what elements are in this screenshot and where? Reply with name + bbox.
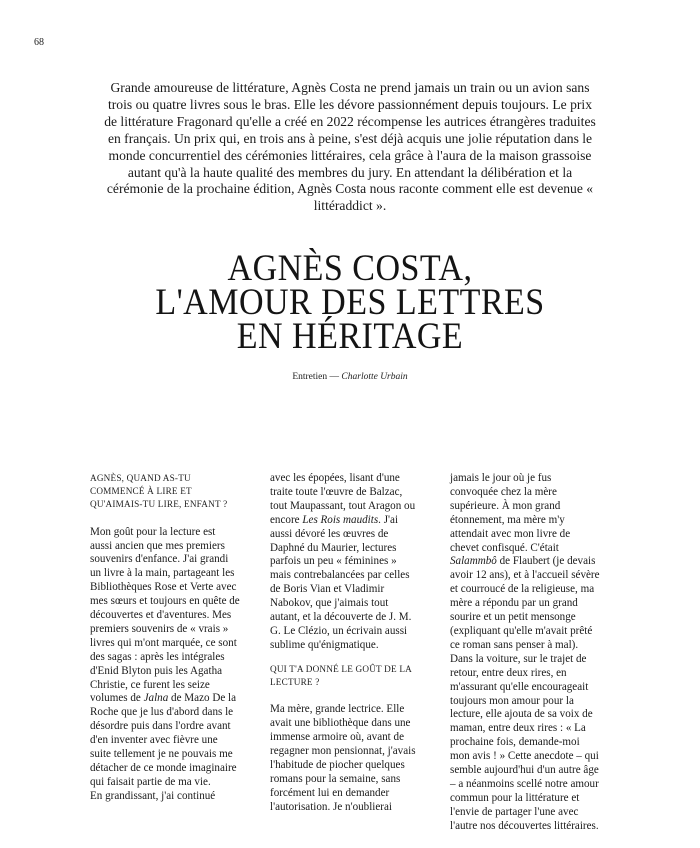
question-1: AGNÈS, QUAND AS-TU COMMENCÉ À LIRE ET QU'AIMAIS-TU LIRE, ENFANT ? [90, 473, 228, 510]
article-column-2 [270, 472, 420, 814]
article-title [0, 248, 700, 357]
answer-text: de Mazo De la Roche que je lus d'abord dans le désordre puis dans l'ordre avant d'en inventer avec fièvre une suite tellement je ne pouvais me détacher de ce monde imaginaire qui faisait partie de ma vie. [90, 692, 237, 788]
book-title: Les Rois maudits [302, 513, 379, 526]
answer-text: Mon goût pour la lecture est aussi ancien que mes premiers souvenirs d'enfance. J'ai grandi un livre à la main, partageant les Bibliothèques Rose et Verte avec mes sœurs et toujours en quête de découvertes et d'aventures. Mes premiers souvenirs de « vrais » livres qui m'ont marquée, ce sont des sagas : après les intégrales d'Enid Blyton puis les Agatha Christie, ce furent les seize volumes de [90, 525, 240, 705]
answer-text: avec les épopées, lisant d'une traite toute l'œuvre de Balzac, tout Maupassant, tout Aragon ou encore [270, 472, 416, 526]
question-2: QUI T'A DONNÉ LE GOÛT DE LA LECTURE ? [270, 663, 412, 687]
article-column-1 [90, 472, 240, 804]
book-title: Jalna [143, 692, 169, 705]
byline-author: Charlotte Urbain [341, 372, 408, 382]
article-column-3 [450, 472, 600, 834]
answer-2-paragraph: Ma mère, grande lectrice. Elle avait une bibliothèque dans une immense armoire où, avant de regagner mon pensionnat, j'avais l'habitude de piocher quelques romans pour la semaine, sans forcément lui en demander l'autorisation. Je n'oublierai [270, 703, 416, 813]
answer-1-paragraph-2-start [90, 790, 240, 804]
answer-1-paragraph-1 [90, 526, 240, 790]
byline-prefix: Entretien — [292, 372, 340, 382]
intro-paragraph: Grande amoureuse de littérature, Agnès Costa ne prend jamais un train ou un avion sans trois ou quatre livres sous le bras. Elle les dévore passionnément depuis toujours. Le prix de littérature Fragonard qu'elle a créé en 2022 récompense les autrices étrangères traduites en français. Un prix qui, en trois ans à peine, s'est déjà acquis une jolie réputation dans le monde concurrentiel des cérémonies littéraires, cela grâce à l'aura de la maison grassoise autant qu'à la haute qualité des membres du jury. En attendant la délibération et la cérémonie de la prochaine édition, Agnès Costa nous raconte comment elle est devenue « littéraddict ». [104, 80, 596, 214]
answer-2-continued [450, 472, 600, 834]
book-title: Salammbô [450, 555, 497, 568]
title-line-2: L'AMOUR DES LETTRES [155, 282, 545, 323]
byline [0, 372, 700, 382]
title-line-3: EN HÉRITAGE [236, 316, 464, 357]
title-line-1: AGNÈS COSTA, [227, 248, 473, 289]
page-number: 68 [34, 37, 44, 48]
answer-1-paragraph-2-cont [270, 472, 420, 653]
answer-text: jamais le jour où je fus convoquée chez la mère supérieure. À mon grand étonnement, ma mère m'y attendait avec mon livre de chevet confisqué. C'était [450, 472, 571, 554]
answer-text: En grandissant, j'ai continué [90, 789, 216, 802]
answer-text: de Flaubert (je devais avoir 12 ans), et à l'accueil sévère et courroucé de la religieuse, ma mère a répondu par un grand sourire et un petit mensonge (expliquant qu'elle m'avait prêté ce roman sans penser à mal). Dans la voiture, sur le trajet de retour, entre deux rires, en m'assurant qu'elle encourageait toujours mon amour pour la lecture, elle ajouta de sa voix de maman, entre deux rires : « La prochaine fois, demande-moi mon avis ! » Cette anecdote – qui semble aujourd'hui d'un autre âge – a néanmoins scellé notre amour commun pour la littérature et l'envie de partager l'une avec l'autre nos découvertes littéraires. [450, 555, 600, 832]
answer-text: . J'ai aussi dévoré les œuvres de Daphné du Maurier, lectures parfois un peu « féminines » mais contrebalancées par celles de Boris Vian et Vladimir Nabokov, que j'aimais tout autant, et la découverte de J. M. G. Le Clézio, un écrivain aussi sublime qu'énigmatique. [270, 513, 412, 651]
